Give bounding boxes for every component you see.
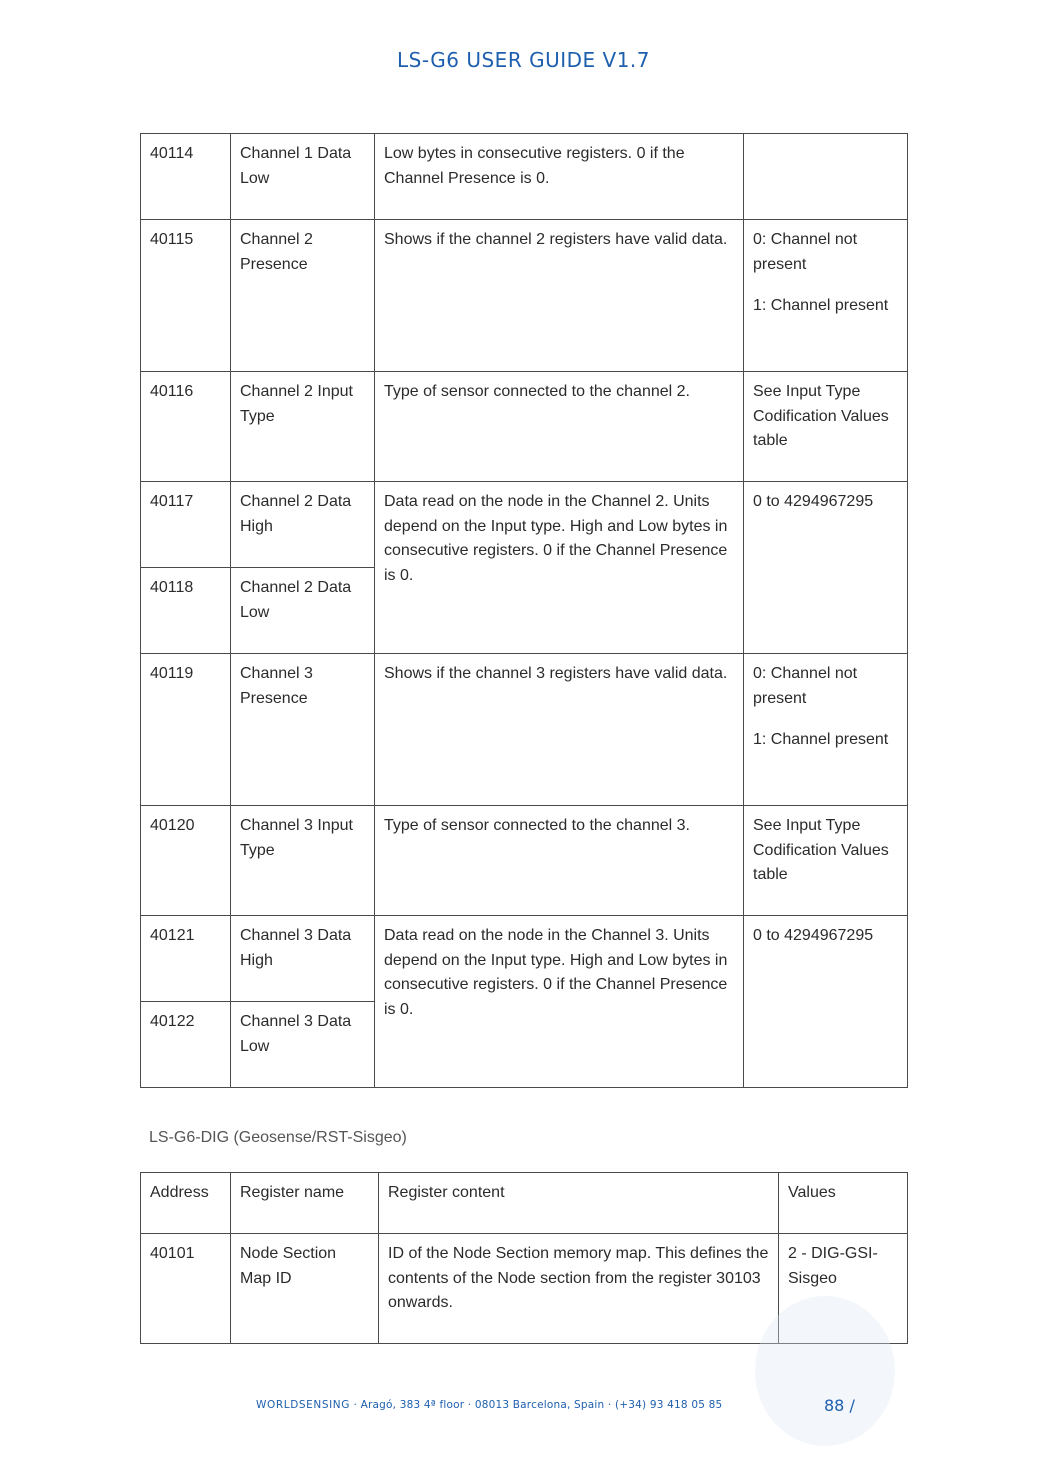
table-row	[141, 220, 908, 372]
register-name-cell: Channel 2 Input Type	[240, 383, 353, 425]
address-cell: 40114	[150, 145, 194, 162]
value-option: 1: Channel present	[753, 297, 889, 314]
column-header: Register name	[240, 1184, 345, 1201]
register-name-cell: Channel 2 Data Low	[240, 579, 352, 621]
register-table-channels	[140, 133, 908, 1088]
table-row	[141, 134, 908, 220]
address-cell: 40116	[150, 383, 194, 400]
register-content-cell: Type of sensor connected to the channel 2.	[384, 383, 690, 400]
watermark-logo-icon	[755, 1296, 895, 1446]
address-cell: 40118	[150, 579, 194, 596]
table-row	[141, 654, 908, 806]
register-content-cell: Low bytes in consecutive registers. 0 if the Channel Presence is 0.	[384, 145, 685, 187]
page-header-title: LS-G6 USER GUIDE V1.7	[396, 48, 650, 72]
register-content-cell: ID of the Node Section memory map. This defines the contents of the Node section from the register 30103 onwards.	[388, 1245, 769, 1311]
register-content-cell: Data read on the node in the Channel 2. Units depend on the Input type. High and Low bytes in consecutive registers. 0 if the Channel Presence is 0.	[384, 493, 728, 584]
register-content-cell: Data read on the node in the Channel 3. Units depend on the Input type. High and Low bytes in consecutive registers. 0 if the Channel Presence is 0.	[384, 927, 728, 1018]
column-header: Register content	[388, 1184, 505, 1201]
register-content-cell: Shows if the channel 2 registers have valid data.	[384, 231, 728, 248]
value-option: 1: Channel present	[753, 731, 889, 748]
footer-contact	[256, 1399, 722, 1411]
register-name-cell: Channel 2 Presence	[240, 231, 313, 273]
register-content-cell: Shows if the channel 3 registers have valid data.	[384, 665, 728, 682]
footer-address: · Aragó, 383 4ª floor · 08013 Barcelona, Spain · (+34) 93 418 05 85	[349, 1399, 723, 1411]
page-number: 88 /	[824, 1396, 855, 1415]
address-cell: 40121	[150, 927, 195, 944]
register-name-cell: Node Section Map ID	[240, 1245, 337, 1287]
register-name-cell: Channel 3 Input Type	[240, 817, 353, 859]
values-cell: 0 to 4294967295	[753, 927, 874, 944]
table-row	[141, 916, 908, 1002]
address-cell: 40122	[150, 1013, 195, 1030]
column-header: Values	[788, 1184, 836, 1201]
table-row	[141, 806, 908, 916]
address-cell: 40119	[150, 665, 194, 682]
value-option: 0: Channel not present	[753, 231, 858, 273]
value-option: 0: Channel not present	[753, 665, 858, 707]
table-row	[141, 372, 908, 482]
register-name-cell: Channel 3 Data Low	[240, 1013, 352, 1055]
values-cell: See Input Type Codification Values table	[753, 383, 889, 449]
register-name-cell: Channel 3 Presence	[240, 665, 313, 707]
column-header: Address	[150, 1184, 209, 1201]
address-cell: 40101	[150, 1245, 195, 1262]
footer-company: WORLDSENSING	[256, 1399, 350, 1411]
address-cell: 40115	[150, 231, 194, 248]
address-cell: 40120	[150, 817, 195, 834]
register-name-cell: Channel 1 Data Low	[240, 145, 352, 187]
values-cell: 0 to 4294967295	[753, 493, 874, 510]
address-cell: 40117	[150, 493, 194, 510]
values-cell: See Input Type Codification Values table	[753, 817, 889, 883]
register-name-cell: Channel 3 Data High	[240, 927, 352, 969]
values-cell	[744, 220, 907, 319]
values-cell	[744, 134, 907, 142]
values-cell	[744, 654, 907, 753]
table-row	[141, 482, 908, 568]
values-cell: 2 - DIG-GSI-Sisgeo	[788, 1245, 878, 1287]
table-header-row	[141, 1173, 908, 1234]
register-name-cell: Channel 2 Data High	[240, 493, 352, 535]
section-title: LS-G6-DIG (Geosense/RST-Sisgeo)	[149, 1129, 407, 1146]
register-content-cell: Type of sensor connected to the channel 3.	[384, 817, 690, 834]
